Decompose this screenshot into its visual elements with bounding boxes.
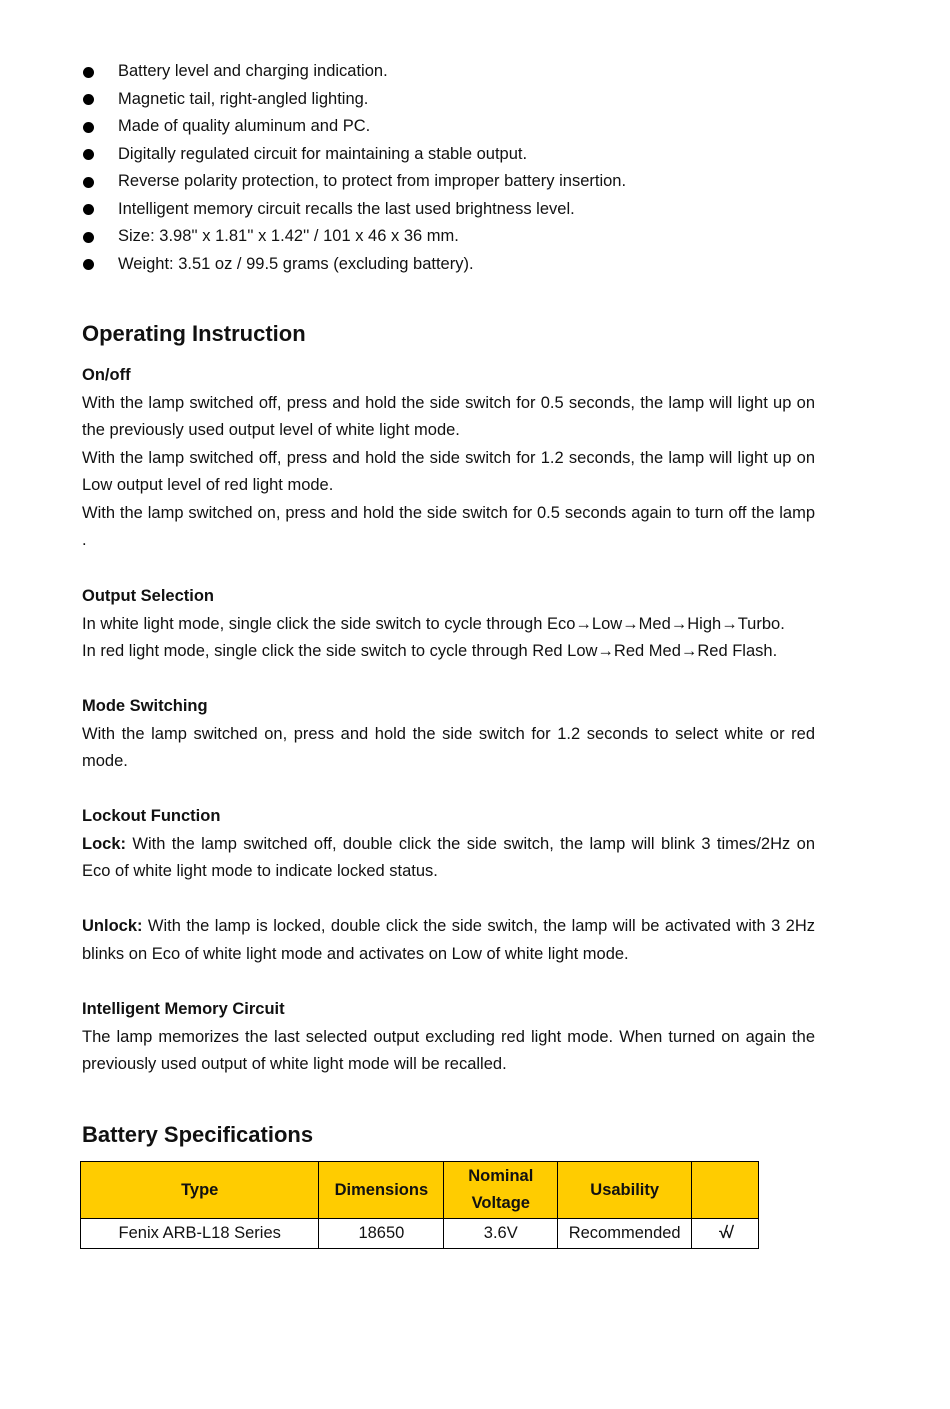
feature-item [82,58,822,86]
unlock-paragraph [82,913,815,968]
feature-text: Battery level and charging indication. [118,62,388,80]
memory-paragraph: The lamp memorizes the last selected output excluding red light mode. When turned on again the previously used output of white light mode will be recalled. [82,1027,815,1073]
bullet-icon [83,67,94,78]
feature-item [82,86,822,114]
onoff-paragraph: With the lamp switched off, press and hold the side switch for 0.5 seconds, the lamp will light up on the previously used output level of white light mode. [82,393,815,439]
feature-text: Reverse polarity protection, to protect from improper battery insertion. [118,172,627,190]
cell-type: Fenix ARB-L18 Series [81,1219,319,1249]
table-header-row [81,1162,759,1219]
feature-text: Size: 3.98'' x 1.81'' x 1.42'' / 101 x 46 x 36 mm. [118,227,459,245]
feature-text: Intelligent memory circuit recalls the last used brightness level. [118,199,575,218]
operating-instruction-title: Operating Instruction [82,321,306,346]
bullet-icon [83,149,94,160]
battery-table [80,1161,759,1249]
header-usability: Usability [558,1162,692,1219]
feature-text: Made of quality aluminum and PC. [118,117,371,135]
unlock-text: With the lamp is locked, double click the side switch, the lamp will be activated with 3 2Hz blinks on Eco of white light mode and activates on Low of white light mode. [82,917,815,963]
feature-text: Weight: 3.51 oz / 99.5 grams (excluding battery). [118,254,474,273]
mode-switching-heading: Mode Switching [82,697,208,715]
feature-text: Digitally regulated circuit for maintaining a stable output. [118,144,528,163]
memory-section [82,996,815,1079]
feature-item [82,141,822,169]
feature-text: Magnetic tail, right-angled lighting. [118,89,369,108]
bullet-icon [83,122,94,133]
output-selection-paragraph: In white light mode, single click the side switch to cycle through Eco→Low→Med→High→Turbo. [82,614,785,633]
onoff-paragraph: With the lamp switched on, press and hold the side switch for 0.5 seconds again to turn off the lamp . [82,503,815,549]
bullet-icon [83,177,94,188]
bullet-icon [83,232,94,243]
battery-specifications-title: Battery Specifications [82,1122,314,1147]
cell-dimensions: 18650 [319,1219,444,1249]
lockout-section [82,803,815,968]
onoff-paragraph: With the lamp switched off, press and hold the side switch for 1.2 seconds, the lamp will light up on Low output level of red light mode. [82,448,815,494]
feature-item [82,113,822,141]
output-selection-heading: Output Selection [82,587,214,605]
header-nominal-voltage: Nominal Voltage [444,1162,558,1219]
mode-switching-paragraph: With the lamp switched on, press and hold the side switch for 1.2 seconds to select white or red mode. [82,724,815,770]
lock-label: Lock: [82,834,127,853]
unlock-label: Unlock: [82,917,143,935]
onoff-section [82,362,815,555]
memory-heading: Intelligent Memory Circuit [82,1000,285,1018]
onoff-heading: On/off [82,366,131,384]
header-type: Type [81,1162,319,1219]
spacer-line [82,886,815,914]
table-row [81,1219,759,1249]
feature-list [82,58,822,278]
bullet-icon [83,259,94,270]
bullet-icon [83,204,94,215]
lockout-heading: Lockout Function [82,807,221,825]
feature-item [82,251,822,279]
feature-item [82,168,822,196]
lock-paragraph [82,831,815,886]
cell-usability: Recommended [558,1219,692,1249]
cell-check: √√ [692,1219,759,1249]
output-selection-section [82,583,815,666]
output-selection-paragraph: In red light mode, single click the side switch to cycle through Red Low→Red Med→Red Flash. [82,642,778,660]
cell-voltage: 3.6V [444,1219,558,1249]
mode-switching-section [82,693,815,776]
header-dimensions: Dimensions [319,1162,444,1219]
lock-text: With the lamp switched off, double click the side switch, the lamp will blink 3 times/2Hz on Eco of white light mode to indicate locked status. [82,834,815,880]
feature-item [82,223,822,251]
header-blank [692,1162,759,1219]
bullet-icon [83,94,94,105]
feature-item [82,196,822,224]
